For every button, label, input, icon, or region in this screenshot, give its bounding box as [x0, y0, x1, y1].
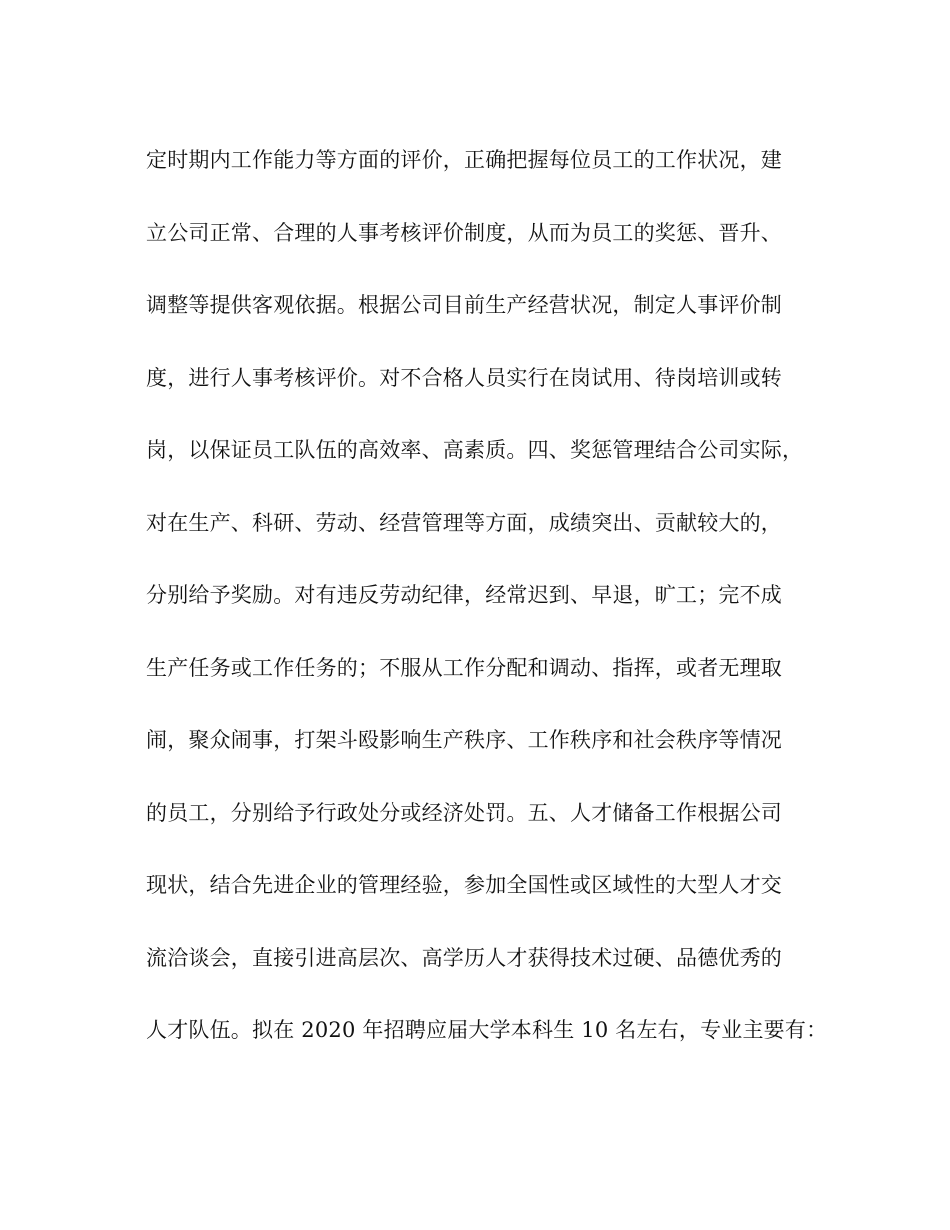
text-line: 闹，聚众闹事，打架斗殴影响生产秩序、工作秩序和社会秩序等情况: [146, 728, 782, 752]
text-line: 立公司正常、合理的人事考核评价制度，从而为员工的奖惩、晋升、: [146, 220, 782, 245]
text-line: 度，进行人事考核评价。对不合格人员实行在岗试用、待岗培训或转: [146, 365, 782, 390]
text-line: 现状，结合先进企业的管理经验，参加全国性或区域性的大型人才交: [146, 873, 782, 897]
body-text: [146, 140, 828, 1083]
text-line: 分别给予奖励。对有违反劳动纪律，经常迟到、早退，旷工；完不成: [146, 583, 782, 607]
text-line: 调整等提供客观依据。根据公司目前生产经营状况，制定人事评价制: [146, 293, 782, 317]
text-line: 岗，以保证员工队伍的高效率、高素质。四、奖惩管理结合公司实际，: [146, 438, 804, 462]
text-line: 定时期内工作能力等方面的评价，正确把握每位员工的工作状况，建: [146, 148, 782, 172]
text-line: 的员工，分别给予行政处分或经济处罚。五、人才储备工作根据公司: [146, 800, 782, 825]
text-line: 人才队伍。拟在 2020 年招聘应届大学本科生 10 名左右，专业主要有：: [146, 1018, 828, 1042]
text-line: 生产任务或工作任务的；不服从工作分配和调动、指挥，或者无理取: [146, 655, 782, 680]
text-line: 对在生产、科研、劳动、经营管理等方面，成绩突出、贡献较大的，: [146, 510, 782, 535]
text-line: 流洽谈会，直接引进高层次、高学历人才获得技术过硬、品德优秀的: [146, 945, 782, 970]
